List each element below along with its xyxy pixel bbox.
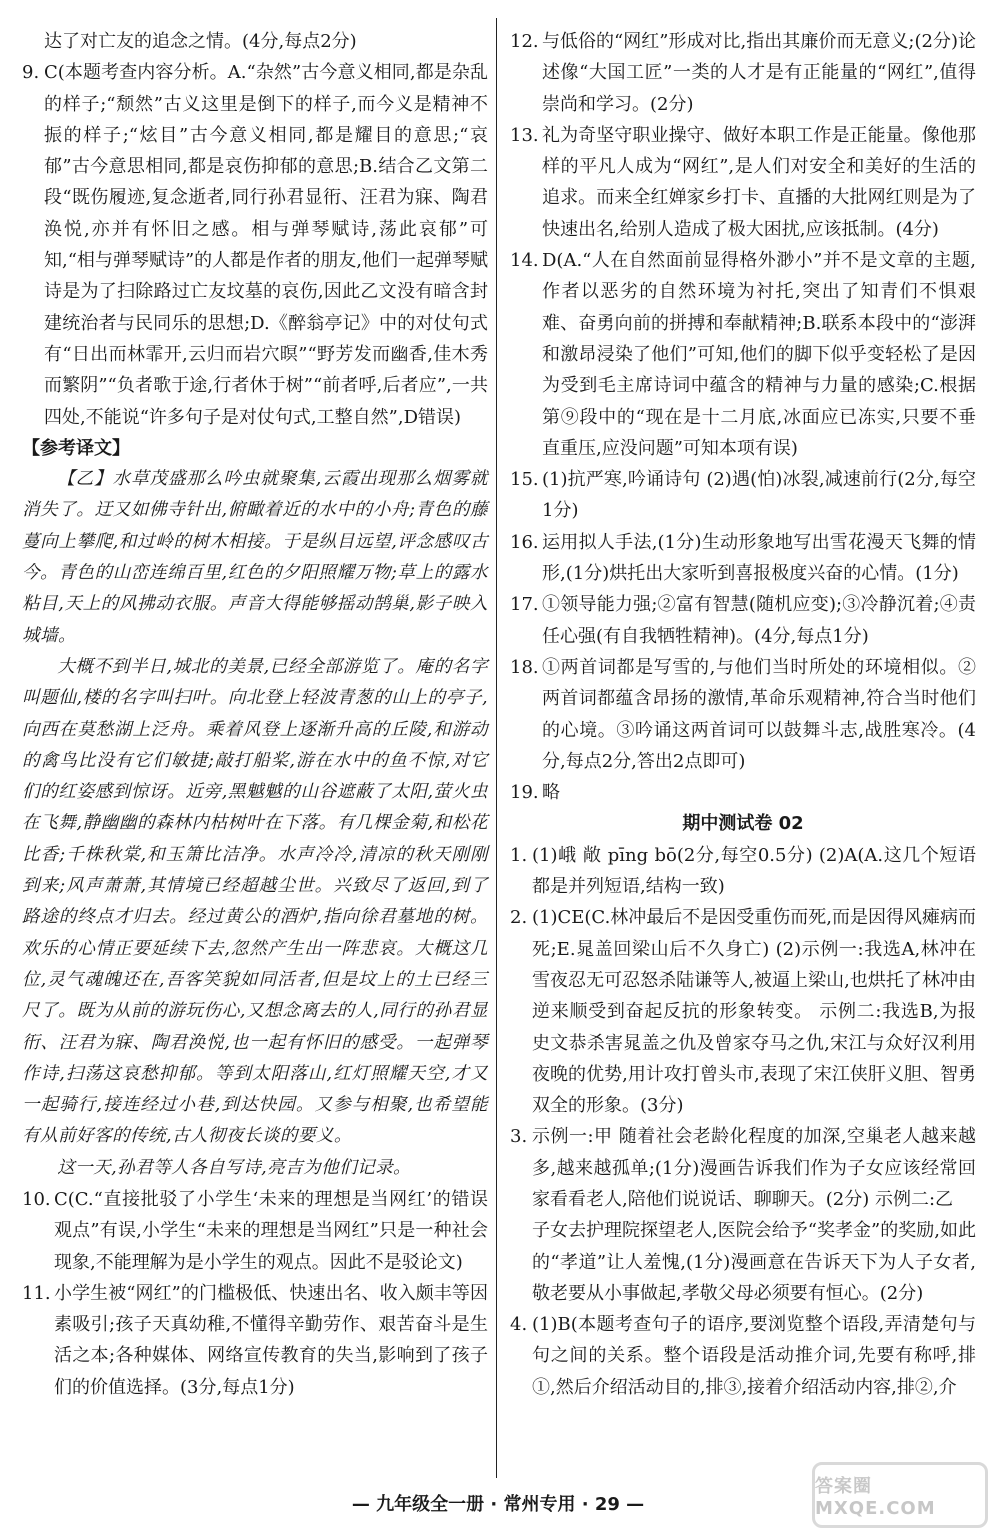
question-answer: 小学生被“网红”的门槛极低、快速出名、收入颇丰等因素吸引;孩子天真幼稚,不懂得辛勤劳作、艰苦奋斗是生活之本;各种媒体、网络宣传教育的失当,影响到了孩子们的价值选择。(3分,每点1分): [54, 1282, 488, 1398]
question-number: 9.: [22, 62, 40, 84]
question-number: 18.: [510, 656, 539, 678]
question-number: 2.: [510, 907, 528, 929]
question-answer: 与低俗的“网红”形成对比,指出其廉价而无意义;(2分)论述像“大国工匠”一类的人才是有正能量的“网红”,值得崇尚和学习。(2分): [542, 31, 976, 115]
question-number: 14.: [510, 250, 539, 272]
right-column: [510, 26, 976, 1403]
translation-paragraph: 大概不到半日,城北的美景,已经全部游览了。庵的名字叫题仙,楼的名字叫扫叶。向北登上轻波青葱的山上的亭子,向西在莫愁湖上泛舟。乘着风登上逐渐升高的丘陵,和游动的禽鸟比没有它们敏捷;敲打船桨,游在水中的鱼不惊,对它们的红姿感到惊讶。近旁,黑魆魆的山谷遮蔽了太阳,萤火虫在飞舞,静幽幽的森林内枯树叶在下落。有几棵金菊,和松花比香;千株秋棠,和玉箫比洁净。水声冷冷,清凉的秋天刚刚到来;风声萧萧,其情境已经超越尘世。兴致尽了返回,到了路途的终点才归去。经过黄公的酒炉,指向徐君墓地的树。欢乐的心情正要延续下去,忽然产生出一阵悲哀。大概这几位,灵气魂魄还在,吾客笑貌如同活者,但是坟上的土已经三尺了。既为从前的游玩伤心,又想念离去的人,同行的孙君显衎、汪君为寐、陶君涣悦,也一起有怀旧的感受。一起弹琴作诗,扫荡这哀愁抑郁。等到太阳落山,红灯照耀天空,才又一起骑行,接连经过小巷,到达快园。又参与相聚,也希望能有从前好客的传统,古人彻夜长谈的要义。: [22, 656, 488, 1147]
question-answer: (1)峨 敞 pīng bō(2分,每空0.5分) (2)A(A.这几个短语都是并列短语,结构一致): [532, 844, 976, 898]
left-column: [22, 26, 488, 1403]
section-question-2: [510, 902, 976, 1121]
question-17: [510, 589, 976, 652]
question-15: [510, 464, 976, 527]
question-answer: ①领导能力强;②富有智慧(随机应变);③冷静沉着;④责任心强(有自我牺牲精神)。(4分,每点1分): [542, 594, 976, 647]
question-13: [510, 120, 976, 245]
intro-line: 达了对亡友的追念之情。(4分,每点2分): [44, 31, 357, 52]
translation-paragraph: 【乙】水草茂盛那么吟虫就聚集,云霞出现那么烟雾就消失了。迂又如佛寺针出,俯瞰着近的水中的小舟;青色的藤蔓向上攀爬,和过岭的树木相接。于是纵目远望,评念感叹古今。青色的山峦连绵百里,红色的夕阳照耀万物;草上的露水粘目,天上的风拂动衣服。声音大得能够摇动鹄巢,影子映入城墙。: [22, 469, 488, 646]
question-answer: 运用拟人手法,(1分)生动形象地写出雪花漫天飞舞的情形,(1分)烘托出大家听到喜报极度兴奋的心情。(1分): [542, 531, 976, 585]
question-answer: 礼为奇坚守职业操守、做好本职工作是正能量。像他那样的平凡人成为“网红”,是人们对安全和美好的生活的追求。而来全红婵家乡打卡、直播的大批网红则是为了快速出名,给别人造成了极大困扰,应该抵制。(4分): [542, 124, 976, 240]
question-11: [22, 1278, 488, 1403]
question-number: 11.: [22, 1282, 51, 1304]
question-answer: C(C.“直接批驳了小学生‘未来的理想是当网红’的错误观点”有误,小学生“未来的理想是当网红”只是一种社会现象,不能理解为是小学生的观点。因此不是驳论文): [54, 1188, 488, 1273]
question-answer: 示例一:甲 随着社会老龄化程度的加深,空巢老人越来越多,越来越孤单;(1分)漫画告诉我们作为子女应该经常回家看看老人,陪他们说说话、聊聊天。(2分) 示例二:乙: [532, 1126, 976, 1210]
question-12: [510, 26, 976, 120]
section-title: 期中测试卷 02: [682, 813, 804, 835]
question-16: [510, 527, 976, 590]
question-answer: (1)CE(C.林冲最后不是因受重伤而死,而是因得风瘫病而死;E.晁盖回梁山后不久身亡) (2)示例一:我选A,林冲在雪夜忍无可忍怒杀陆谦等人,被逼上梁山,也烘托了林冲由逆来顺受到奋起反抗的形象转变。 示例二:我选B,为报史文恭杀害晁盖之仇及曾家夺马之仇,宋江与众好汉利用夜晚的优势,用计攻打曾头市,表现了宋江侠肝义胆、智勇双全的形象。(3分): [532, 907, 977, 1117]
translation-paragraph: 这一天,孙君等人各自写诗,亮吉为他们记录。: [57, 1157, 412, 1178]
question-number: 16.: [510, 531, 539, 553]
question-19: [510, 777, 976, 808]
reference-translation: [22, 464, 488, 1184]
section-question-4: [510, 1309, 976, 1403]
question-number: 10.: [22, 1188, 51, 1210]
question-answer: D(A.“人在自然面前显得格外渺小”并不是文章的主题,作者以恶劣的自然环境为衬托,突出了知青们不惧艰难、奋勇向前的拼搏和奉献精神;B.联系本段中的“澎湃和激昂浸染了他们”可知,他们的脚下似乎变轻松了是因为受到毛主席诗词中蕴含的精神与力量的感染;C.根据第⑨段中的“现在是十二月底,冰面应已冻实,只要不垂直重压,应没问题”可知本项有误): [542, 250, 976, 459]
page-footer: — 九年级全一册 · 常州专用 · 29 —: [351, 1494, 645, 1515]
question-answer: (1)B(本题考查句子的语序,要浏览整个语段,弄清楚句与句之间的关系。整个语段是活动推介词,先要有称呼,排①,然后介绍活动目的,排③,接着介绍活动内容,排②,介: [532, 1314, 976, 1398]
column-divider: [496, 18, 497, 1478]
question-number: 19.: [510, 782, 539, 804]
watermark-logo: 答案圈 MXQE.COM: [812, 1462, 988, 1528]
question-number: 3.: [510, 1126, 528, 1148]
reference-translation-heading: 【参考译文】: [22, 437, 130, 459]
section-question-1: [510, 840, 976, 903]
section-question-3: [510, 1121, 976, 1215]
question-14: [510, 245, 976, 464]
question-number: 4.: [510, 1314, 528, 1336]
question-answer: 略: [542, 782, 560, 804]
question-answer: C(本题考查内容分析。A.“杂然”古今意义相同,都是杂乱的样子;“颓然”古义这里是倒下的样子,而今义是精神不振的样子;“炫目”古今意义相同,都是耀目的意思;“哀郁”古今意思相同,都是哀伤抑郁的意思;B.结合乙文第二段“既伤履迹,复念逝者,同行孙君显衎、汪君为寐、陶君涣悦,亦并有怀旧之感。相与弹琴赋诗,荡此哀郁”可知,“相与弹琴赋诗”的人都是作者的朋友,他们一起弹琴赋诗是为了扫除路过亡友坟墓的哀伤,因此乙文没有暗含封建统治者与民同乐的思想;D.《醉翁亭记》中的对仗句式有“日出而林霏开,云归而岩穴暝”“野芳发而幽香,佳木秀而繁阴”“负者歌于途,行者休于树”“前者呼,后者应”,一共四处,不能说“许多句子是对仗句式,工整自然”,D错误): [44, 62, 488, 428]
question-9: [22, 57, 488, 433]
question-number: 13.: [510, 124, 539, 146]
question-number: 17.: [510, 594, 539, 616]
section-question-3-continued: 子女去护理院探望老人,医院会给予“奖孝金”的奖励,如此的“孝道”让人羞愧,(1分)漫画意在告诉天下为人子女者,敬老要从小事做起,孝敬父母必须要有恒心。(2分): [532, 1220, 976, 1304]
question-number: 15.: [510, 469, 539, 491]
question-answer: ①两首词都是写雪的,与他们当时所处的环境相似。②两首词都蕴含昂扬的激情,革命乐观精神,符合当时他们的心境。③吟诵这两首词可以鼓舞斗志,战胜寒冷。(4分,每点2分,答出2点即可): [542, 656, 976, 772]
question-10: [22, 1184, 488, 1278]
question-number: 12.: [510, 31, 539, 52]
question-18: [510, 652, 976, 777]
question-answer: (1)抗严寒,吟诵诗句 (2)遇(怕)冰裂,减速前行(2分,每空1分): [542, 469, 976, 522]
question-number: 1.: [510, 844, 528, 866]
